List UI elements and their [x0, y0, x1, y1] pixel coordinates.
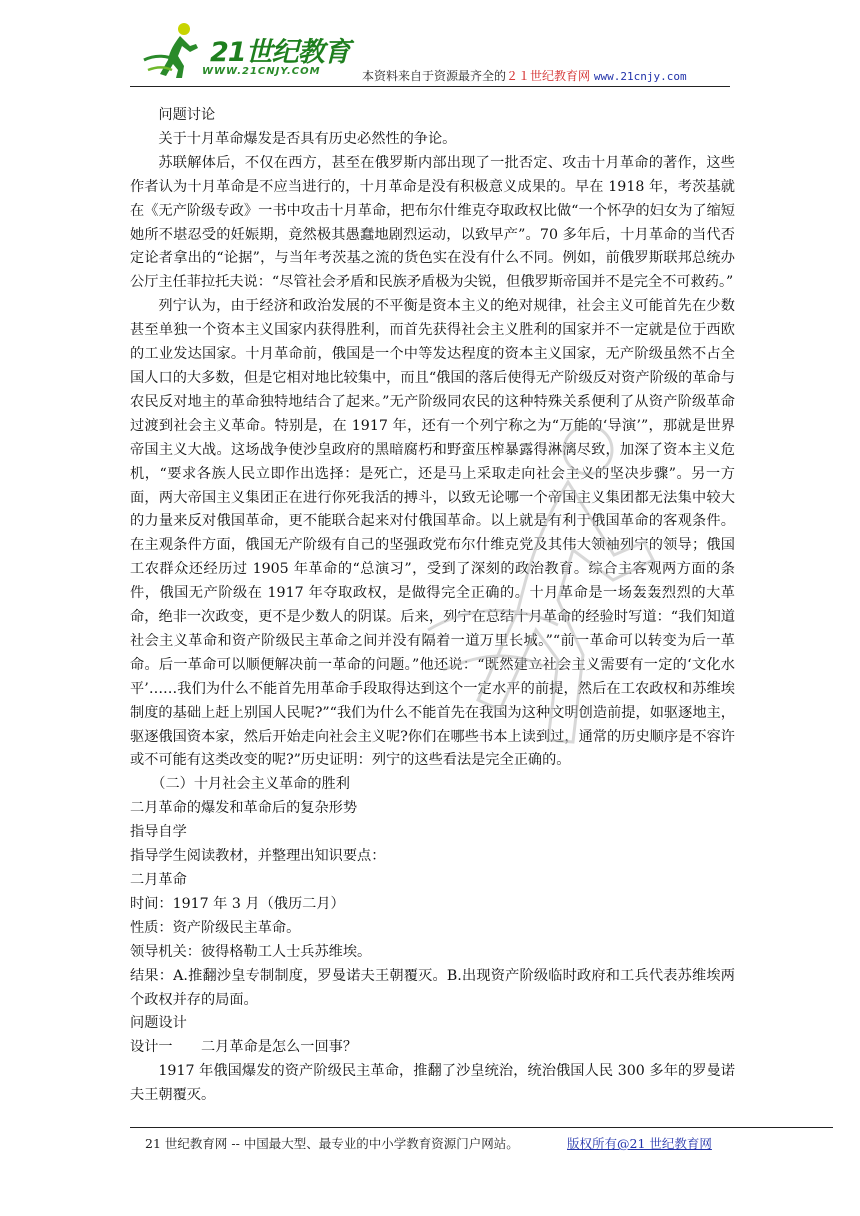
- paragraph: 指导学生阅读教材，并整理出知识要点：: [130, 848, 386, 865]
- paragraph-leadership: 领导机关：彼得格勒工人士兵苏维埃。: [130, 943, 372, 960]
- copyright-link[interactable]: 版权所有@21 世纪教育网: [567, 1136, 712, 1151]
- section-heading: （二）十月社会主义革命的胜利: [151, 776, 350, 793]
- logo-url: WWW.21CNJY.COM: [202, 66, 321, 77]
- paragraph-topic: 关于十月革命爆发是否具有历史必然性的争论。: [158, 130, 457, 147]
- paragraph-result: 结果：A.推翻沙皇专制制度，罗曼诺夫王朝覆灭。B.出现资产阶级临时政府和工兵代表苏维埃两个政权并存的局面。: [130, 967, 735, 1008]
- paragraph: 苏联解体后，不仅在西方，甚至在俄罗斯内部出现了一批否定、攻击十月革命的著作，这些作者认为十月革命是不应当进行的，十月革命是没有积极意义成果的。早在 1918 年，考茨基就在《无产阶级专政》一书中攻击十月革命，把布尔什维克夺取政权比做“一个怀孕的妇女为了缩短她所不堪忍受的妊娠期，竟然极其愚蠢地剧烈运动，以致早产”。70 多年后，十月革命的当代否定论者拿出的“论据”，与当年考茨基之流的货色实在没有什么不同。例如，前俄罗斯联邦总统办公厅主任菲拉托夫说：“尽管社会矛盾和民族矛盾极为尖锐，但俄罗斯帝国并不是完全不可救药。”: [130, 154, 735, 291]
- subsection-heading: 二月革命的爆发和革命后的复杂形势: [130, 800, 358, 817]
- header-source-line: [362, 67, 687, 84]
- paragraph-design-one: 设计一 二月革命是怎么一回事？: [130, 1039, 358, 1056]
- paragraph: 列宁认为，由于经济和政治发展的不平衡是资本主义的绝对规律，社会主义可能首先在少数甚至单独一个资本主义国家内获得胜利，而首先获得社会主义胜利的国家并不一定就是位于西欧的工业发达国家。十月革命前，俄国是一个中等发达程度的资本主义国家，无产阶级虽然不占全国人口的大多数，但是它相对地比较集中，而且“俄国的落后使得无产阶级反对资产阶级的革命与农民反对地主的革命独特地结合了起来。”无产阶级同农民的这种特殊关系便利了从资产阶级革命过渡到社会主义革命。特别是，在 1917 年，还有一个列宁称之为“万能的‘导演’”，那就是世界帝国主义大战。这场战争使沙皇政府的黑暗腐朽和野蛮压榨暴露得淋漓尽致，加深了资本主义危机，“要求各族人民立即作出选择：是死亡，还是马上采取走向社会主义的坚决步骤”。另一方面，两大帝国主义集团正在进行你死我活的搏斗，以致无论哪一个帝国主义集团都无法集中较大的力量来反对俄国革命，更不能联合起来对付俄国革命。以上就是有利于俄国革命的客观条件。在主观条件方面，俄国无产阶级有自己的坚强政党布尔什维克党及其伟大领袖列宁的领导；俄国工农群众还经历过 1905 年革命的“总演习”，受到了深刻的政治教育。综合主客观两方面的条件，俄国无产阶级在 1917 年夺取政权，是做得完全正确的。十月革命是一场轰轰烈烈的大革命，绝非一次政变，更不是少数人的阴谋。后来，列宁在总结十月革命的经验时写道：“我们知道社会主义革命和资产阶级民主革命之间并没有隔着一道万里长城。”“前一革命可以转变为后一革命。后一革命可以顺便解决前一革命的问题。”他还说：“既然建立社会主义需要有一定的‘文化水平’……我们为什么不能首先用革命手段取得达到这个一定水平的前提，然后在工农政权和苏维埃制度的基础上赶上别国人民呢?”“我们为什么不能首先在我国为这种文明创造前提，如驱逐地主，驱逐俄国资本家，然后开始走向社会主义呢?你们在哪些书本上读到过，通常的历史顺序是不容许或不可能有这类改变的呢?”历史证明：列宁的这些看法是完全正确的。: [130, 298, 735, 769]
- document-body: [130, 104, 735, 1108]
- paragraph: 1917 年俄国爆发的资产阶级民主革命，推翻了沙皇统治，统治俄国人民 300 多年的罗曼诺夫王朝覆灭。: [130, 1063, 735, 1104]
- paragraph-heading-discussion: 问题讨论: [158, 107, 216, 123]
- paragraph-time: 时间：1917 年 3 月（俄历二月）: [130, 895, 345, 912]
- footer-divider: [130, 1127, 833, 1128]
- logo: [140, 20, 350, 84]
- paragraph-heading-question-design: 问题设计: [130, 1015, 187, 1032]
- source-prefix: 本资料来自于资源最齐全的: [362, 69, 507, 83]
- paragraph-nature: 性质：资产阶级民主革命。: [130, 919, 301, 936]
- page-header: [0, 0, 860, 92]
- paragraph: 二月革命: [130, 872, 187, 888]
- source-site-name[interactable]: ２１世纪教育网: [506, 69, 591, 83]
- paragraph-heading-self-study: 指导自学: [130, 824, 187, 841]
- header-divider: [130, 86, 730, 87]
- logo-text: 21世纪教育: [210, 37, 350, 68]
- footer-text: 21 世纪教育网 -- 中国最大型、最专业的中小学教育资源门户网站。: [145, 1136, 519, 1151]
- running-figure-icon: [140, 20, 210, 80]
- source-url-link[interactable]: www.21cnjy.com: [593, 70, 687, 83]
